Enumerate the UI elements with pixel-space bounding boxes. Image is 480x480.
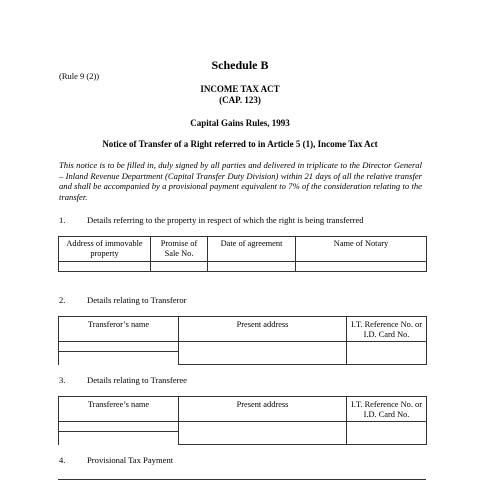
schedule-title: Schedule B <box>211 58 269 72</box>
table-cell[interactable] <box>347 422 427 445</box>
table-cell[interactable] <box>347 342 427 365</box>
table-cell[interactable] <box>179 342 347 365</box>
table-cell[interactable] <box>59 422 179 432</box>
column-header: I.T. Reference No. or I.D. Card No. <box>347 317 427 342</box>
column-header: Transferor’s name <box>59 317 179 342</box>
rule-reference: (Rule 9 (2)) <box>59 71 100 81</box>
table-cell[interactable] <box>59 262 151 272</box>
section-number: 2. <box>59 295 66 305</box>
column-header: Date of agreement <box>208 237 296 262</box>
section-text: Details relating to Transferor <box>87 295 187 305</box>
section-number: 1. <box>59 215 66 225</box>
column-header: Address of immovable property <box>59 237 151 262</box>
table-cell[interactable] <box>296 262 427 272</box>
table-cell[interactable] <box>179 422 347 445</box>
act-chapter: (CAP. 123) <box>219 95 261 105</box>
section-number: 4. <box>59 455 66 465</box>
property-table <box>58 236 427 272</box>
column-header: Present address <box>179 317 347 342</box>
section-text: Details referring to the property in respect of which the right is being transferred <box>87 215 364 225</box>
table-cell[interactable] <box>151 262 208 272</box>
intro-paragraph: This notice is to be filled in, duly signed by all parties and delivered in triplicate to the Director General – Inland Revenue Department (Capital Transfer Duty Division) within 21 days of all the relative transfer and shall be accompanied by a provisional payment equivalent to 7% of the consideration relating to the transfer. <box>59 160 422 202</box>
column-header: I.T. Reference No. or I.D. Card No. <box>347 397 427 422</box>
column-header: Transferee’s name <box>59 397 179 422</box>
column-header: Name of Notary <box>296 237 427 262</box>
table-cell[interactable] <box>59 352 179 365</box>
table-cell[interactable] <box>208 262 296 272</box>
rules-title: Capital Gains Rules, 1993 <box>190 118 290 128</box>
section-text: Details relating to Transferee <box>87 375 187 385</box>
table-cell[interactable] <box>59 432 179 445</box>
transferee-table <box>58 396 426 443</box>
notice-title: Notice of Transfer of a Right referred to in Article 5 (1), Income Tax Act <box>102 139 378 149</box>
table-cell[interactable] <box>59 342 179 352</box>
section-text: Provisional Tax Payment <box>87 455 174 465</box>
column-header: Promise of Sale No. <box>151 237 208 262</box>
section-number: 3. <box>59 375 66 385</box>
act-name: INCOME TAX ACT <box>200 84 280 94</box>
column-header: Present address <box>179 397 347 422</box>
transferor-table <box>58 316 426 363</box>
